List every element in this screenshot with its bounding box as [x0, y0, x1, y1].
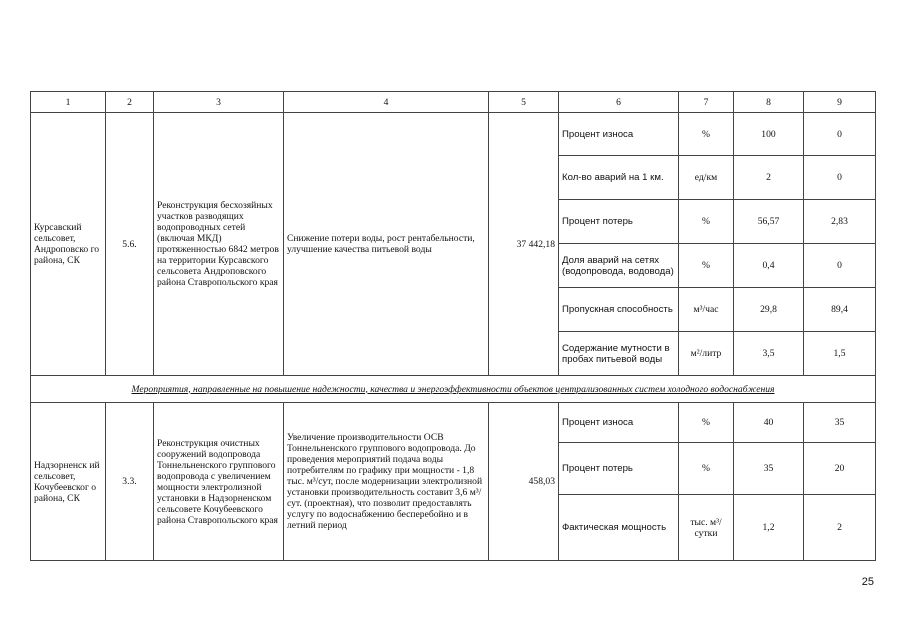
header-cell: 3: [154, 92, 284, 113]
number-cell: 3.3.: [106, 403, 154, 561]
header-cell: 2: [106, 92, 154, 113]
indicator-unit: тыс. м³/сутки: [679, 495, 734, 561]
goal-cell: Снижение потери воды, рост рентабельности, улучшение качества питьевой воды: [284, 113, 489, 376]
section-title: Мероприятия, направленные на повышение надежности, качества и энергоэффективности объектов централизованных систем холодного водоснабжения: [31, 376, 876, 403]
table-row: [31, 403, 876, 443]
indicator-unit: %: [679, 113, 734, 156]
table-row: [31, 113, 876, 156]
goal-cell: Увеличение производительности ОСВ Тоннельненского группового водопровода. До проведения мероприятий подача воды потребителям по графику при мощности - 1,8 тыс. м³/сут, после модернизации электролизной установки производительность составит 3,6 м³/сут. (проектная), что позволит предоставлять услугу по водоснабжению бесперебойно и в летний период: [284, 403, 489, 561]
indicator-after: 89,4: [804, 288, 876, 332]
indicator-after: 2,83: [804, 200, 876, 244]
indicator-unit: %: [679, 443, 734, 495]
header-cell: 4: [284, 92, 489, 113]
indicator-unit: м³/час: [679, 288, 734, 332]
indicator-after: 35: [804, 403, 876, 443]
cost-cell: 458,03: [489, 403, 559, 561]
indicator-before: 0,4: [734, 244, 804, 288]
indicator-name: Процент потерь: [559, 443, 679, 495]
indicator-before: 56,57: [734, 200, 804, 244]
header-cell: 8: [734, 92, 804, 113]
header-cell: 7: [679, 92, 734, 113]
header-cell: 1: [31, 92, 106, 113]
indicator-before: 40: [734, 403, 804, 443]
indicator-name: Доля аварий на сетях (водопровода, водовода): [559, 244, 679, 288]
indicator-before: 2: [734, 156, 804, 200]
header-cell: 6: [559, 92, 679, 113]
indicator-name: Пропускная способность: [559, 288, 679, 332]
indicator-name: Процент износа: [559, 403, 679, 443]
location-cell: Надзорненск ий сельсовет, Кочубеевског о района, СК: [31, 403, 106, 561]
indicator-after: 1,5: [804, 332, 876, 376]
indicator-after: 0: [804, 113, 876, 156]
indicator-name: Процент износа: [559, 113, 679, 156]
indicator-after: 0: [804, 244, 876, 288]
indicator-before: 1,2: [734, 495, 804, 561]
indicator-unit: %: [679, 200, 734, 244]
header-row: [31, 92, 876, 113]
cost-cell: 37 442,18: [489, 113, 559, 376]
project-cell: Реконструкция очистных сооружений водопровода Тоннельненского группового водопровода с увеличением мощности электролизной установки в Надзорненском сельсовете Кочубеевского района Ставропольского края: [154, 403, 284, 561]
location-cell: Курсавский сельсовет, Андроповско го района, СК: [31, 113, 106, 376]
project-cell: Реконструкция бесхозяйных участков разводящих водопроводных сетей (включая МКД) протяженностью 6842 метров на территории Курсавского сельсовета Андроповского района Ставропольского края: [154, 113, 284, 376]
document-table: [30, 91, 876, 561]
indicator-name: Процент потерь: [559, 200, 679, 244]
number-cell: 5.6.: [106, 113, 154, 376]
indicator-name: Кол-во аварий на 1 км.: [559, 156, 679, 200]
header-cell: 9: [804, 92, 876, 113]
page-number: 25: [861, 576, 874, 588]
indicator-before: 100: [734, 113, 804, 156]
indicator-after: 0: [804, 156, 876, 200]
header-cell: 5: [489, 92, 559, 113]
indicator-before: 3,5: [734, 332, 804, 376]
indicator-unit: %: [679, 244, 734, 288]
indicator-after: 20: [804, 443, 876, 495]
indicator-before: 29,8: [734, 288, 804, 332]
indicator-after: 2: [804, 495, 876, 561]
indicator-before: 35: [734, 443, 804, 495]
indicator-name: Фактическая мощность: [559, 495, 679, 561]
indicator-unit: ед/км: [679, 156, 734, 200]
indicator-unit: м²/литр: [679, 332, 734, 376]
indicator-unit: %: [679, 403, 734, 443]
indicator-name: Содержание мутности в пробах питьевой воды: [559, 332, 679, 376]
section-row: [31, 376, 876, 403]
